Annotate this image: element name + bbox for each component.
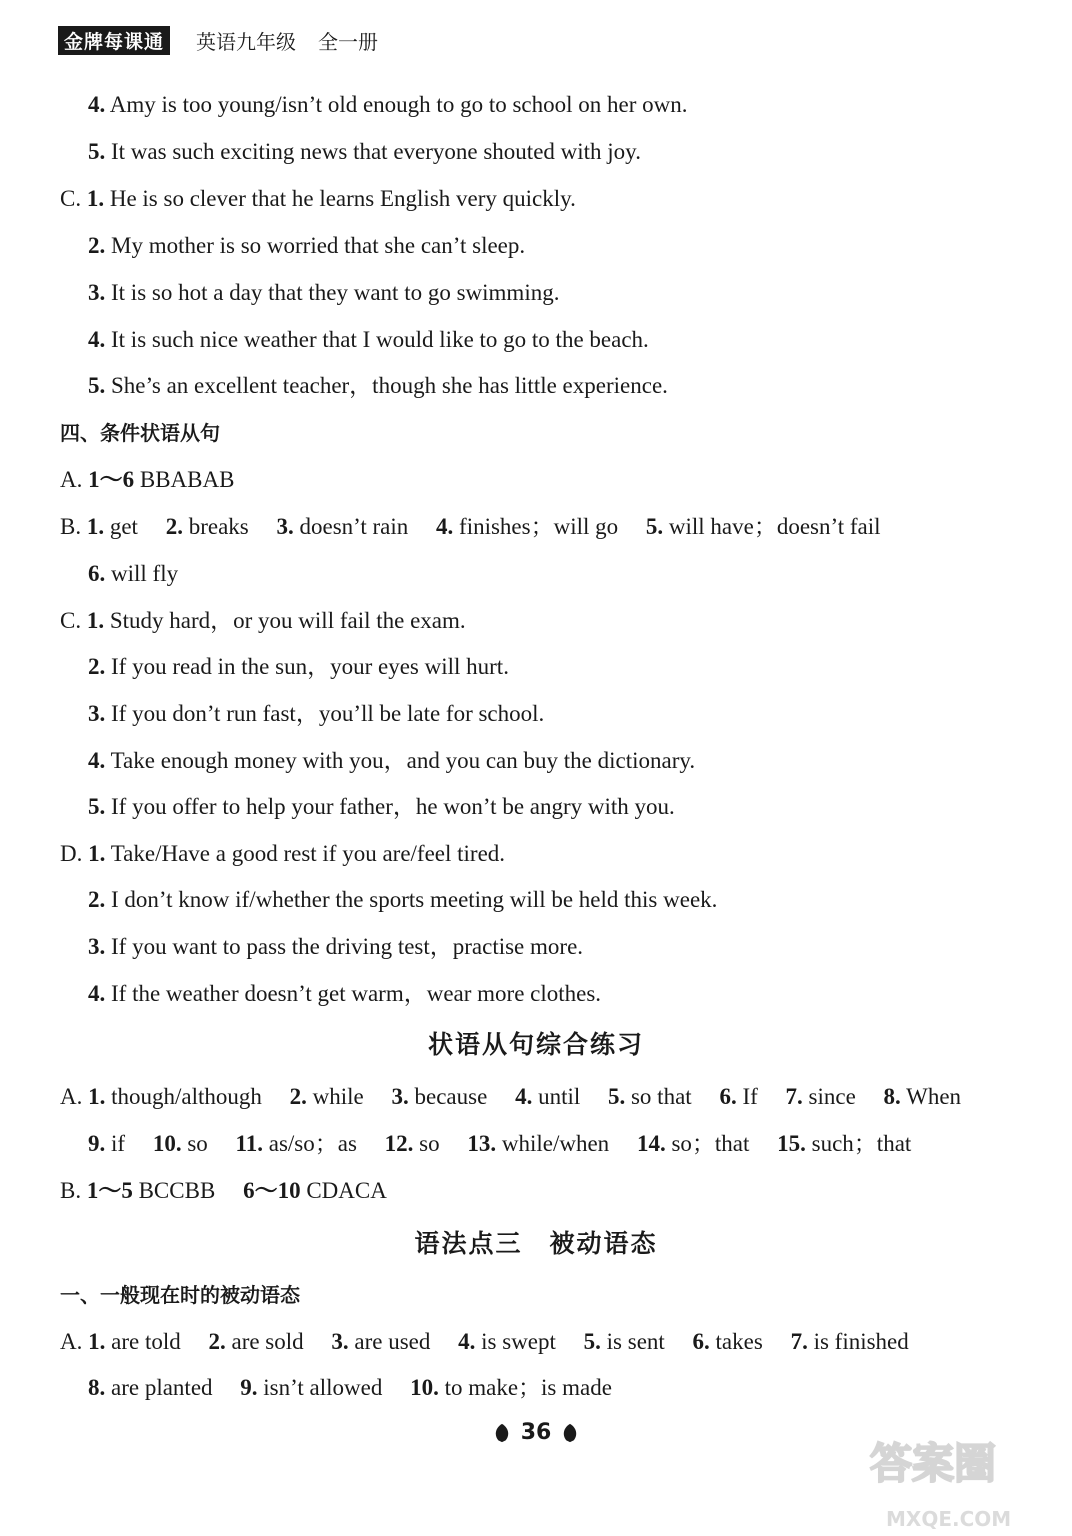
leaf-icon (491, 1422, 513, 1444)
watermark-text: 答案圈 (870, 1439, 997, 1488)
answer-row: A. 1. are told 2. are sold 3. are used 4. is swept 5. is sent 6. takes 7. is finished (60, 1329, 909, 1354)
answer-line: C. 1. He is so clever that he learns English very quickly. (60, 186, 576, 211)
answer-line: 5. It was such exciting news that everyone shouted with joy. (88, 139, 641, 164)
answer-line: 4. It is such nice weather that I would like to go to the beach. (88, 327, 649, 352)
answer-line: D. 1. Take/Have a good rest if you are/feel tired. (60, 841, 506, 866)
answer-row: A. 1. though/although 2. while 3. because 4. until 5. so that 6. If 7. since 8. When (60, 1084, 962, 1109)
answer-row: 9. if 10. so 11. as/so；as 12. so 13. while/when 14. so；that 15. such；that (88, 1131, 912, 1156)
answer-line: 2. If you read in the sun，your eyes will hurt. (88, 654, 509, 679)
volume-label: 全一册 (318, 29, 379, 54)
answer-row: 8. are planted 9. isn’t allowed 10. to make；is made (88, 1375, 612, 1400)
page-number: 36 (520, 1420, 552, 1445)
answer-line: 4. If the weather doesn’t get warm，wear more clothes. (88, 981, 602, 1006)
answer-line: 3. If you don’t run fast，you’ll be late for school. (88, 701, 545, 726)
answer-line: C. 1. Study hard，or you will fail the exam. (60, 608, 466, 633)
answer-row: B. 1. get 2. breaks 3. doesn’t rain 4. finishes；will go 5. will have；doesn’t fail (60, 514, 881, 539)
watermark-logo (862, 1426, 1052, 1536)
answer-line: 3. It is so hot a day that they want to go swimming. (88, 280, 560, 305)
answer-line: 4. Take enough money with you，and you can buy the dictionary. (88, 748, 696, 773)
answer-line: 4. Amy is too young/isn’t old enough to go to school on her own. (88, 92, 688, 117)
answer-line: 6. will fly (88, 561, 179, 586)
page-header (58, 26, 378, 54)
answer-line: 2. My mother is so worried that she can’t sleep. (88, 233, 526, 258)
subject-label: 英语九年级 (196, 29, 297, 54)
leaf-icon (559, 1422, 581, 1444)
section-heading: 四、条件状语从句 (60, 421, 220, 445)
answer-line: A. 1～6 BBABAB (60, 467, 235, 492)
brand-label: 金牌每课通 (58, 26, 170, 55)
answer-line: 3. If you want to pass the driving test，practise more. (88, 934, 584, 959)
answer-line: 5. If you offer to help your father，he won’t be angry with you. (88, 794, 675, 819)
answer-line: 5. She’s an excellent teacher，though she has little experience. (88, 373, 668, 398)
section-title: 语法点三 被动语态 (414, 1229, 658, 1258)
section-title: 状语从句综合练习 (427, 1030, 644, 1059)
answer-line: 2. I don’t know if/whether the sports meeting will be held this week. (88, 887, 718, 912)
answer-row: B. 1～5 BCCBB 6～10 CDACA (60, 1178, 387, 1203)
section-heading: 一、一般现在时的被动语态 (60, 1283, 300, 1307)
watermark-url: MXQE.COM (886, 1507, 1012, 1531)
